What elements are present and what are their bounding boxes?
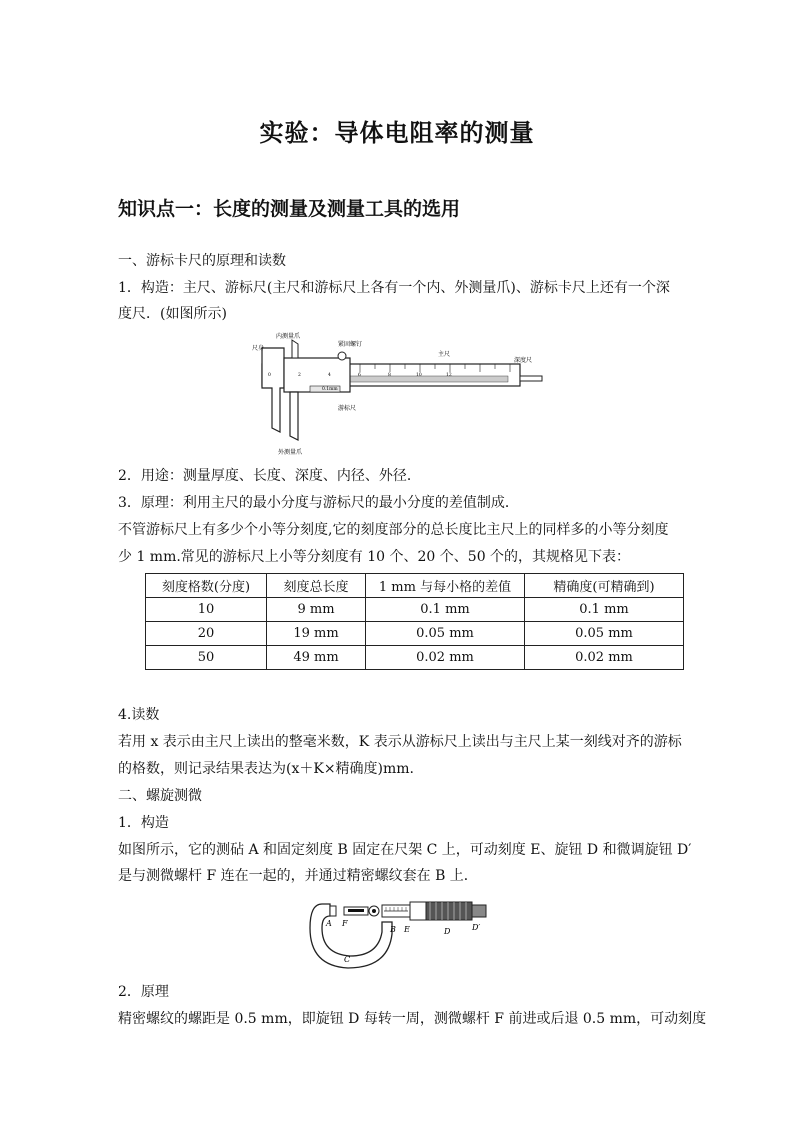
table-cell: 50 bbox=[146, 646, 267, 670]
part-heading: 二、螺旋测微 bbox=[118, 788, 202, 804]
section-heading: 知识点一：长度的测量及测量工具的选用 bbox=[118, 198, 461, 220]
micrometer-label-D-prime: D′ bbox=[472, 923, 481, 932]
micrometer-label-E: E bbox=[404, 925, 410, 934]
main-scale-number: 6 bbox=[358, 373, 361, 378]
table-row bbox=[146, 598, 684, 622]
paragraph: 的格数，则记录结果表达为(x＋K×精确度)mm. bbox=[118, 761, 415, 777]
paragraph: 少 1 mm.常见的游标尺上小等分刻度有 10 个、20 个、50 个的，其规格见下表： bbox=[118, 549, 631, 565]
table-cell: 9 mm bbox=[267, 598, 366, 622]
micrometer-label-C: C bbox=[344, 955, 351, 964]
caliper-label-depth-rod: 深度尺 bbox=[514, 357, 533, 364]
paragraph: 精密螺纹的螺距是 0.5 mm，即旋钮 D 每转一周，测微螺杆 F 前进或后退 0.5 mm，可动刻度 bbox=[118, 1011, 707, 1027]
page-title: 实验：导体电阻率的测量 bbox=[259, 119, 535, 147]
vernier-spec-table bbox=[145, 573, 684, 670]
paragraph: 如图所示，它的测砧 A 和固定刻度 B 固定在尺架 C 上，可动刻度 E、旋钮 D 和微调旋钮 D′ bbox=[118, 842, 692, 858]
micrometer-figure bbox=[308, 890, 493, 975]
table-header-cell: 刻度格数(分度) bbox=[146, 574, 267, 598]
main-scale-number: 12 bbox=[446, 373, 452, 378]
main-scale-number: 4 bbox=[328, 373, 331, 378]
paragraph: 1．构造：主尺、游标尺(主尺和游标尺上各有一个内、外测量爪)、游标卡尺上还有一个深 bbox=[118, 280, 670, 296]
paragraph: 3．原理：利用主尺的最小分度与游标尺的最小分度的差值制成． bbox=[118, 495, 519, 511]
main-scale-number: 2 bbox=[298, 373, 301, 378]
main-scale-number: 8 bbox=[388, 373, 391, 378]
caliper-label-inner-jaw: 内测量爪 bbox=[276, 333, 301, 340]
table-cell: 20 bbox=[146, 622, 267, 646]
caliper-label-lock-screw: 紧固螺钉 bbox=[338, 341, 363, 348]
paragraph: 1．构造 bbox=[118, 815, 169, 831]
micrometer-label-F: F bbox=[342, 919, 348, 928]
table-cell: 10 bbox=[146, 598, 267, 622]
table-cell: 0.05 mm bbox=[525, 622, 684, 646]
table-header-cell: 1 mm 与每小格的差值 bbox=[366, 574, 525, 598]
paragraph: 不管游标尺上有多少个小等分刻度,它的刻度部分的总长度比主尺上的同样多的小等分刻度 bbox=[118, 522, 669, 538]
paragraph: 若用 x 表示由主尺上读出的整毫米数，K 表示从游标尺上读出与主尺上某一刻线对齐的游标 bbox=[118, 734, 682, 750]
table-header-cell: 刻度总长度 bbox=[267, 574, 366, 598]
caliper-label-main-scale: 主尺 bbox=[438, 351, 451, 358]
caliper-label-vernier: 游标尺 bbox=[338, 405, 357, 412]
vernier-caliper-figure bbox=[250, 328, 545, 456]
paragraph: 4.读数 bbox=[118, 707, 160, 723]
micrometer-label-B: B bbox=[390, 925, 396, 934]
paragraph: 度尺．(如图所示) bbox=[118, 306, 227, 322]
table-cell: 0.02 mm bbox=[525, 646, 684, 670]
caliper-label-outer-jaw: 外测量爪 bbox=[278, 449, 303, 456]
caliper-precision-label: 0.1mm bbox=[322, 387, 338, 392]
table-cell: 0.1 mm bbox=[366, 598, 525, 622]
table-cell: 0.02 mm bbox=[366, 646, 525, 670]
main-scale-number: 10 bbox=[416, 373, 422, 378]
table-header-row bbox=[146, 574, 684, 598]
caliper-label-frame: 尺身 bbox=[252, 345, 265, 352]
table-cell: 19 mm bbox=[267, 622, 366, 646]
table-cell: 0.1 mm bbox=[525, 598, 684, 622]
table-cell: 0.05 mm bbox=[366, 622, 525, 646]
micrometer-label-A: A bbox=[326, 919, 332, 928]
paragraph: 2．原理 bbox=[118, 984, 169, 1000]
paragraph: 是与测微螺杆 F 连在一起的，并通过精密螺纹套在 B 上． bbox=[118, 868, 478, 884]
table-header-cell: 精确度(可精确到) bbox=[525, 574, 684, 598]
main-scale-number: 0 bbox=[268, 373, 271, 378]
table-cell: 49 mm bbox=[267, 646, 366, 670]
table-row bbox=[146, 646, 684, 670]
micrometer-label-D: D bbox=[444, 927, 451, 936]
part-heading: 一、游标卡尺的原理和读数 bbox=[118, 253, 286, 269]
paragraph: 2．用途：测量厚度、长度、深度、内径、外径． bbox=[118, 468, 421, 484]
table-row bbox=[146, 622, 684, 646]
